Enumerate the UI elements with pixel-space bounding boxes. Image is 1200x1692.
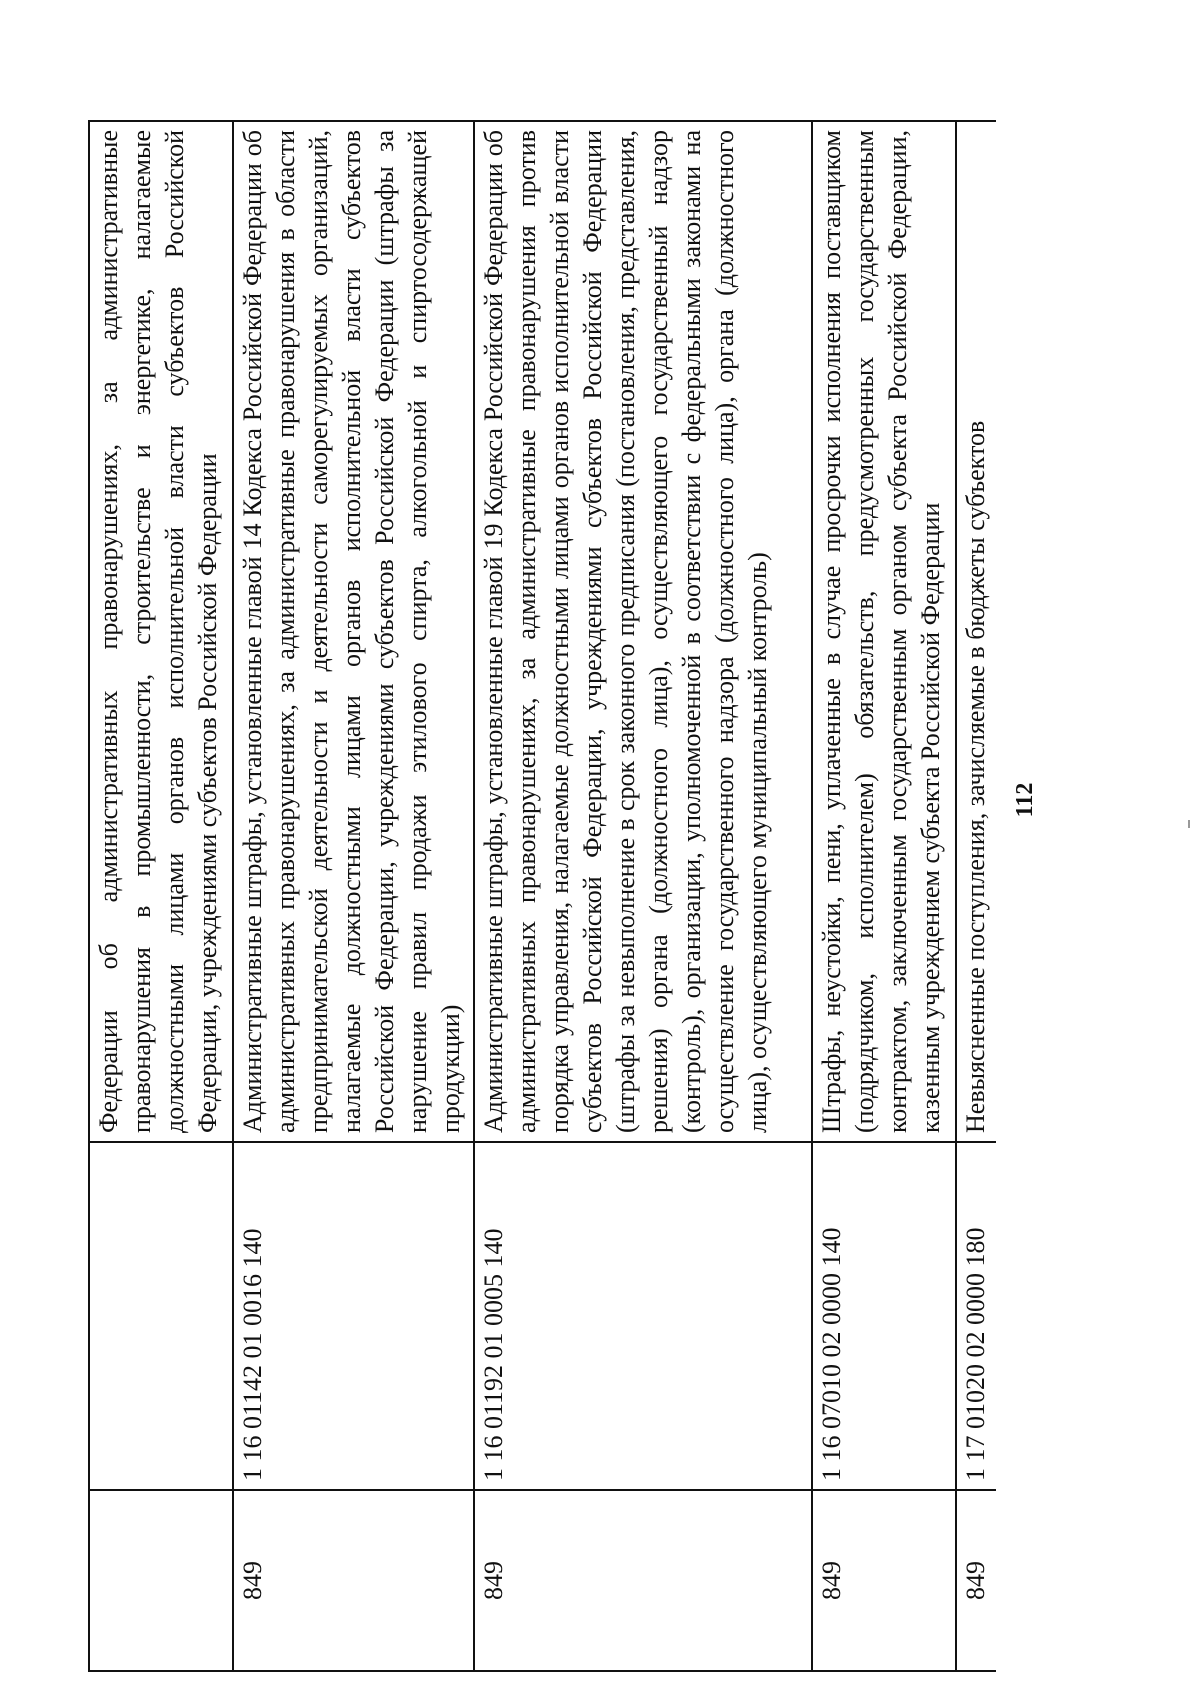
- kbk-code-cell: 1 16 01192 01 0005 140: [474, 1142, 812, 1490]
- description-cell: Административные штрафы, установленные главой 14 Кодекса Российской Федерации об административных правонарушениях, за административные правонарушения в области предпринимательской деятельности и деятельности саморегулируемых организаций, налагаемые должностными лицами органов исполнительной власти субъектов Российской Федерации, учреждениями субъектов Российской Федерации (штрафы за нарушение правил продажи этилового спирта, алкогольной и спиртосодержащей продукции): [233, 121, 474, 1142]
- description-cell: Невыясненные поступления, зачисляемые в бюджеты субъектов: [956, 121, 996, 1142]
- table-row: [474, 121, 812, 1671]
- description-cell: Федерации об административных правонарушениях, за административные правонарушения в промышленности, строительстве и энергетике, налагаемые должностными лицами органов исполнительной власти субъектов Российской Федерации, учреждениями субъектов Российской Федерации: [89, 121, 233, 1142]
- kbk-code-cell: 1 16 01142 01 0016 140: [233, 1142, 474, 1490]
- admin-code-cell: 849: [233, 1490, 474, 1671]
- admin-code-cell: [89, 1490, 233, 1671]
- description-cell: Административные штрафы, установленные главой 19 Кодекса Российской Федерации об административных правонарушениях, за административные правонарушения против порядка управления, налагаемые должностными лицами органов исполнительной власти субъектов Российской Федерации, учреждениями субъектов Российской Федерации (штрафы за невыполнение в срок законного предписания (постановления, представления, решения) органа (должностного лица), осуществляющего государственный надзор (контроль), организации, уполномоченной в соответствии с федеральными законами на осуществление государственного надзора (должностного лица), органа (должностного лица), осуществляющего муниципальный контроль): [474, 121, 812, 1142]
- description-cell: Штрафы, неустойки, пени, уплаченные в случае просрочки исполнения поставщиком (подрядчиком, исполнителем) обязательств, предусмотренных государственным контрактом, заключенным государственным органом субъекта Российской Федерации, казенным учреждением субъекта Российской Федерации: [812, 121, 956, 1142]
- admin-code-cell: 849: [474, 1490, 812, 1671]
- page-number: 112: [1012, 782, 1038, 818]
- table-row: [233, 121, 474, 1671]
- rotated-table-container: [88, 100, 1068, 1690]
- table-row: [956, 121, 996, 1671]
- scan-speck: [1188, 820, 1190, 828]
- revenue-codes-table: [88, 120, 996, 1672]
- admin-code-cell: 849: [956, 1490, 996, 1671]
- kbk-code-cell: 1 16 07010 02 0000 140: [812, 1142, 956, 1490]
- table-row: [812, 121, 956, 1671]
- admin-code-cell: 849: [812, 1490, 956, 1671]
- table-row: [89, 121, 233, 1671]
- kbk-code-cell: [89, 1142, 233, 1490]
- kbk-code-cell: 1 17 01020 02 0000 180: [956, 1142, 996, 1490]
